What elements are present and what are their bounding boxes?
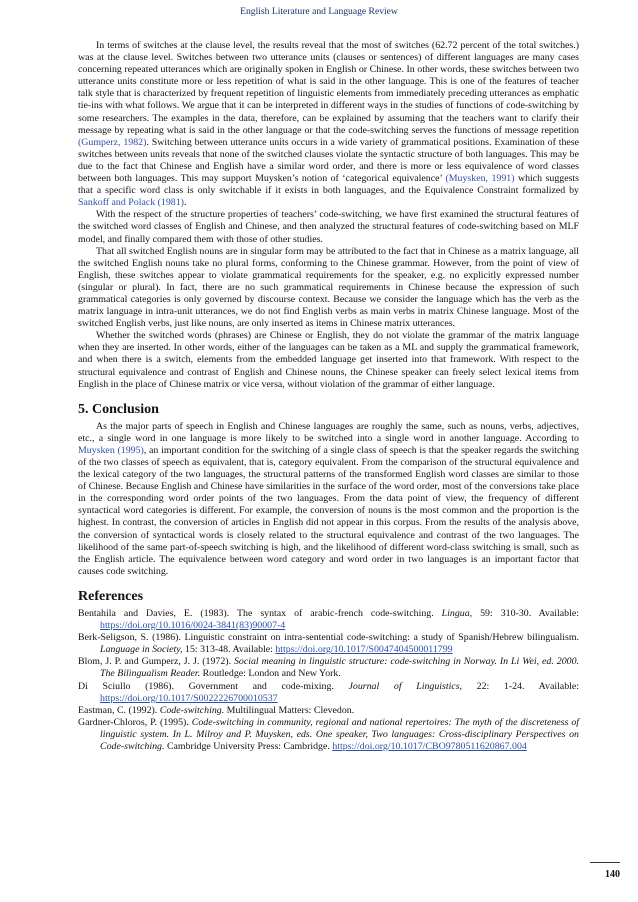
paragraph-switched-words: Whether the switched words (phrases) are Chinese or English, they do not violate the grammar of the matrix language when they are inserted. In other words, either of the languages can be taken as a ML and supply the grammatical framework, and when there is a switch, elements from the embedded language get inserted into that framework. With respect to the structural equivalence and contrast of English and Chinese nouns, the Chinese speaker can freely select lexical items from English in the place of Chinese matrix or vice versa, without violation of the grammar of either language. bbox=[78, 330, 579, 390]
reference-list bbox=[78, 608, 579, 753]
reference-item bbox=[78, 656, 579, 680]
reference-text: Bentahila and Davies, E. (1983). The syntax of arabic-french code-switching. bbox=[78, 607, 442, 619]
paragraph-text: As the major parts of speech in English and Chinese languages are roughly the same, such as nouns, verbs, adjectives, etc., a single word in one language is more likely to be switched into a single word in another language. According to bbox=[78, 420, 579, 444]
reference-text: Di Sciullo (1986). Government and code-mixing. bbox=[78, 680, 349, 692]
page-number: 140 bbox=[605, 869, 620, 880]
reference-source: Code-switching. bbox=[159, 704, 225, 716]
reference-source: Social meaning in linguistic structure: code-switching in Norway. In Li Wei, ed. 2000. The Bilingualism Reader. bbox=[100, 656, 579, 680]
conclusion-paragraph bbox=[78, 421, 579, 578]
conclusion-heading: 5. Conclusion bbox=[78, 401, 159, 417]
reference-text: Gardner-Chloros, P. (1995). bbox=[78, 716, 192, 728]
paragraph-structure-properties: With the respect of the structure properties of teachers’ code-switching, we have first examined the structural features of the switched word classes of English and Chinese, and then analyzed the structural features of code-switching based on MLF model, and finally compared them with those of other studies. bbox=[78, 209, 579, 245]
citation-link[interactable]: Sankoff and Polack (1981) bbox=[78, 197, 184, 209]
paragraph-text: , an important condition for the switching of a single class of speech is that the speaker regards the switching of the two classes of speech as equivalent, that is, category equivalent. From the comparison of the structural equivalence and the lexical category of the two languages, the structural patterns of the transformed English word classes are similar to those of Chinese. Because English and Chinese have similarities in the surface of the word order, most of the conversions take place in the corresponding word order points of the two languages. From the data point of view, the frequency of different syntactical word categories is different. For example, the conversion of nouns is the most common and the proportion is the highest. In contrast, the conversion of articles in English did not appear in this corpus. From the results of the analysis above, the conversion of syntactical words is closely related to the structural equivalence and contrast of the two languages. The likelihood of the same part-of-speech switching is high, and the likelihood of different word-class switching is small, such as the English article. The equivalence between word category and word order in two languages is an important factor that causes code switching. bbox=[78, 444, 579, 577]
reference-item bbox=[78, 608, 579, 632]
doi-link[interactable]: https://doi.org/10.1017/CBO9780511620867.004 bbox=[332, 740, 527, 752]
reference-item bbox=[78, 681, 579, 705]
paragraph-clause-level bbox=[78, 40, 579, 209]
doi-link[interactable]: https://doi.org/10.1016/0024-3841(83)90007-4 bbox=[100, 620, 286, 632]
reference-source: Lingua, bbox=[441, 607, 473, 619]
reference-source: Language in Society, bbox=[100, 644, 183, 656]
paragraph-text: . bbox=[183, 197, 187, 209]
reference-text: Multilingual Matters: Clevedon. bbox=[224, 704, 355, 716]
reference-text: 59: 310-30. Available: bbox=[472, 607, 579, 619]
reference-text: Routledge: London and New York. bbox=[200, 668, 341, 680]
footer-rule bbox=[590, 862, 620, 863]
reference-text: 15: 313-48. Available: bbox=[182, 644, 276, 656]
reference-source: Code-switching in community, regional and national repertoires: The myth of the discreteness of linguistic system. In L. Milroy and P. Muysken, eds. One speaker, Two languages: Cross-disciplinary Perspectives on Code-switching. bbox=[100, 716, 580, 752]
reference-text: 22: 1-24. Available: bbox=[462, 680, 580, 692]
citation-link[interactable]: (Muysken, 1991) bbox=[445, 173, 515, 185]
paragraph-text: which suggests that a specific word class is only switchable if it exists in both languages, and the Equivalence Constraint formalized by bbox=[78, 173, 580, 197]
reference-text: Eastman, C. (1992). bbox=[78, 704, 160, 716]
doi-link[interactable]: https://doi.org/10.1017/S0047404500011799 bbox=[275, 644, 453, 656]
article-body bbox=[78, 40, 579, 753]
citation-link[interactable]: Muysken (1995) bbox=[78, 444, 144, 456]
journal-header: English Literature and Language Review bbox=[240, 6, 398, 17]
references-heading: References bbox=[78, 588, 144, 604]
doi-link[interactable]: https://doi.org/10.1017/S0022226700010537 bbox=[100, 692, 278, 704]
reference-text: Berk-Seligson, S. (1986). Linguistic constraint on intra-sentential code-switching: a study of Spanish/Hebrew bilingualism. bbox=[78, 632, 579, 644]
citation-link[interactable]: (Gumperz, 1982) bbox=[78, 136, 147, 148]
reference-item bbox=[78, 632, 579, 656]
reference-item bbox=[78, 705, 579, 717]
reference-text: Blom, J. P. and Gumperz, J. J. (1972). bbox=[78, 656, 234, 668]
reference-item bbox=[78, 717, 579, 753]
paragraph-english-nouns: That all switched English nouns are in singular form may be attributed to the fact that in Chinese as a matrix language, all the switched English nouns take no plural forms, conforming to the Chinese grammar. However, from the point of view of English, these switches appear to violate grammatical requirements for the speaker, e.g. no explicitly expressed number (singular or plural). In fact, there are no such grammatical requirements in Chinese because the expression of such grammatical categories is only governed by discourse context. Because we consider the language which has the verb as the matrix language in intra-unit utterances, we do not find English verbs as main verbs in matrix Chinese language. Most of the switched English verbs, just like nouns, are only inserted as items in Chinese matrix utterances. bbox=[78, 245, 579, 330]
reference-source: Journal of Linguistics, bbox=[348, 680, 463, 692]
paragraph-text: In terms of switches at the clause level, the results reveal that the most of switches (62.72 percent of the total switches.) was at the clause level. Switches between two utterance units (clauses or sentences) of different languages are many cases concerning repeated utterances which are originally spoken in English or Chinese. In other words, these switches between two utterance units constitute more or less repetition of what is said in the other language. This is one of the features of teacher talk style that is characterized by frequent repetition of linguistic elements from immediately preceding utterances as emphatic tie-ins with what follows. We argue that it can be interpreted in different ways in the studies of functions of code-switching by some researchers. The examples in the data, therefore, can be explained by assuming that the teachers want to clarify their message by repeating what is said in the other language or that the code-switching serves the functions of message repetition bbox=[78, 40, 579, 136]
paragraph-text: . Switching between utterance units occurs in a wide variety of grammatical positions. Examination of these switches between units reveals that none of the switched clauses violate the syntactic structure of both languages. This may be due to the fact that Chinese and English have a similar word order, and there is more or less equivalence of word classes between both languages. This may support Muysken’s notion of ‘categorical equivalence’ bbox=[78, 136, 579, 185]
reference-text: Cambridge University Press: Cambridge. bbox=[164, 740, 333, 752]
